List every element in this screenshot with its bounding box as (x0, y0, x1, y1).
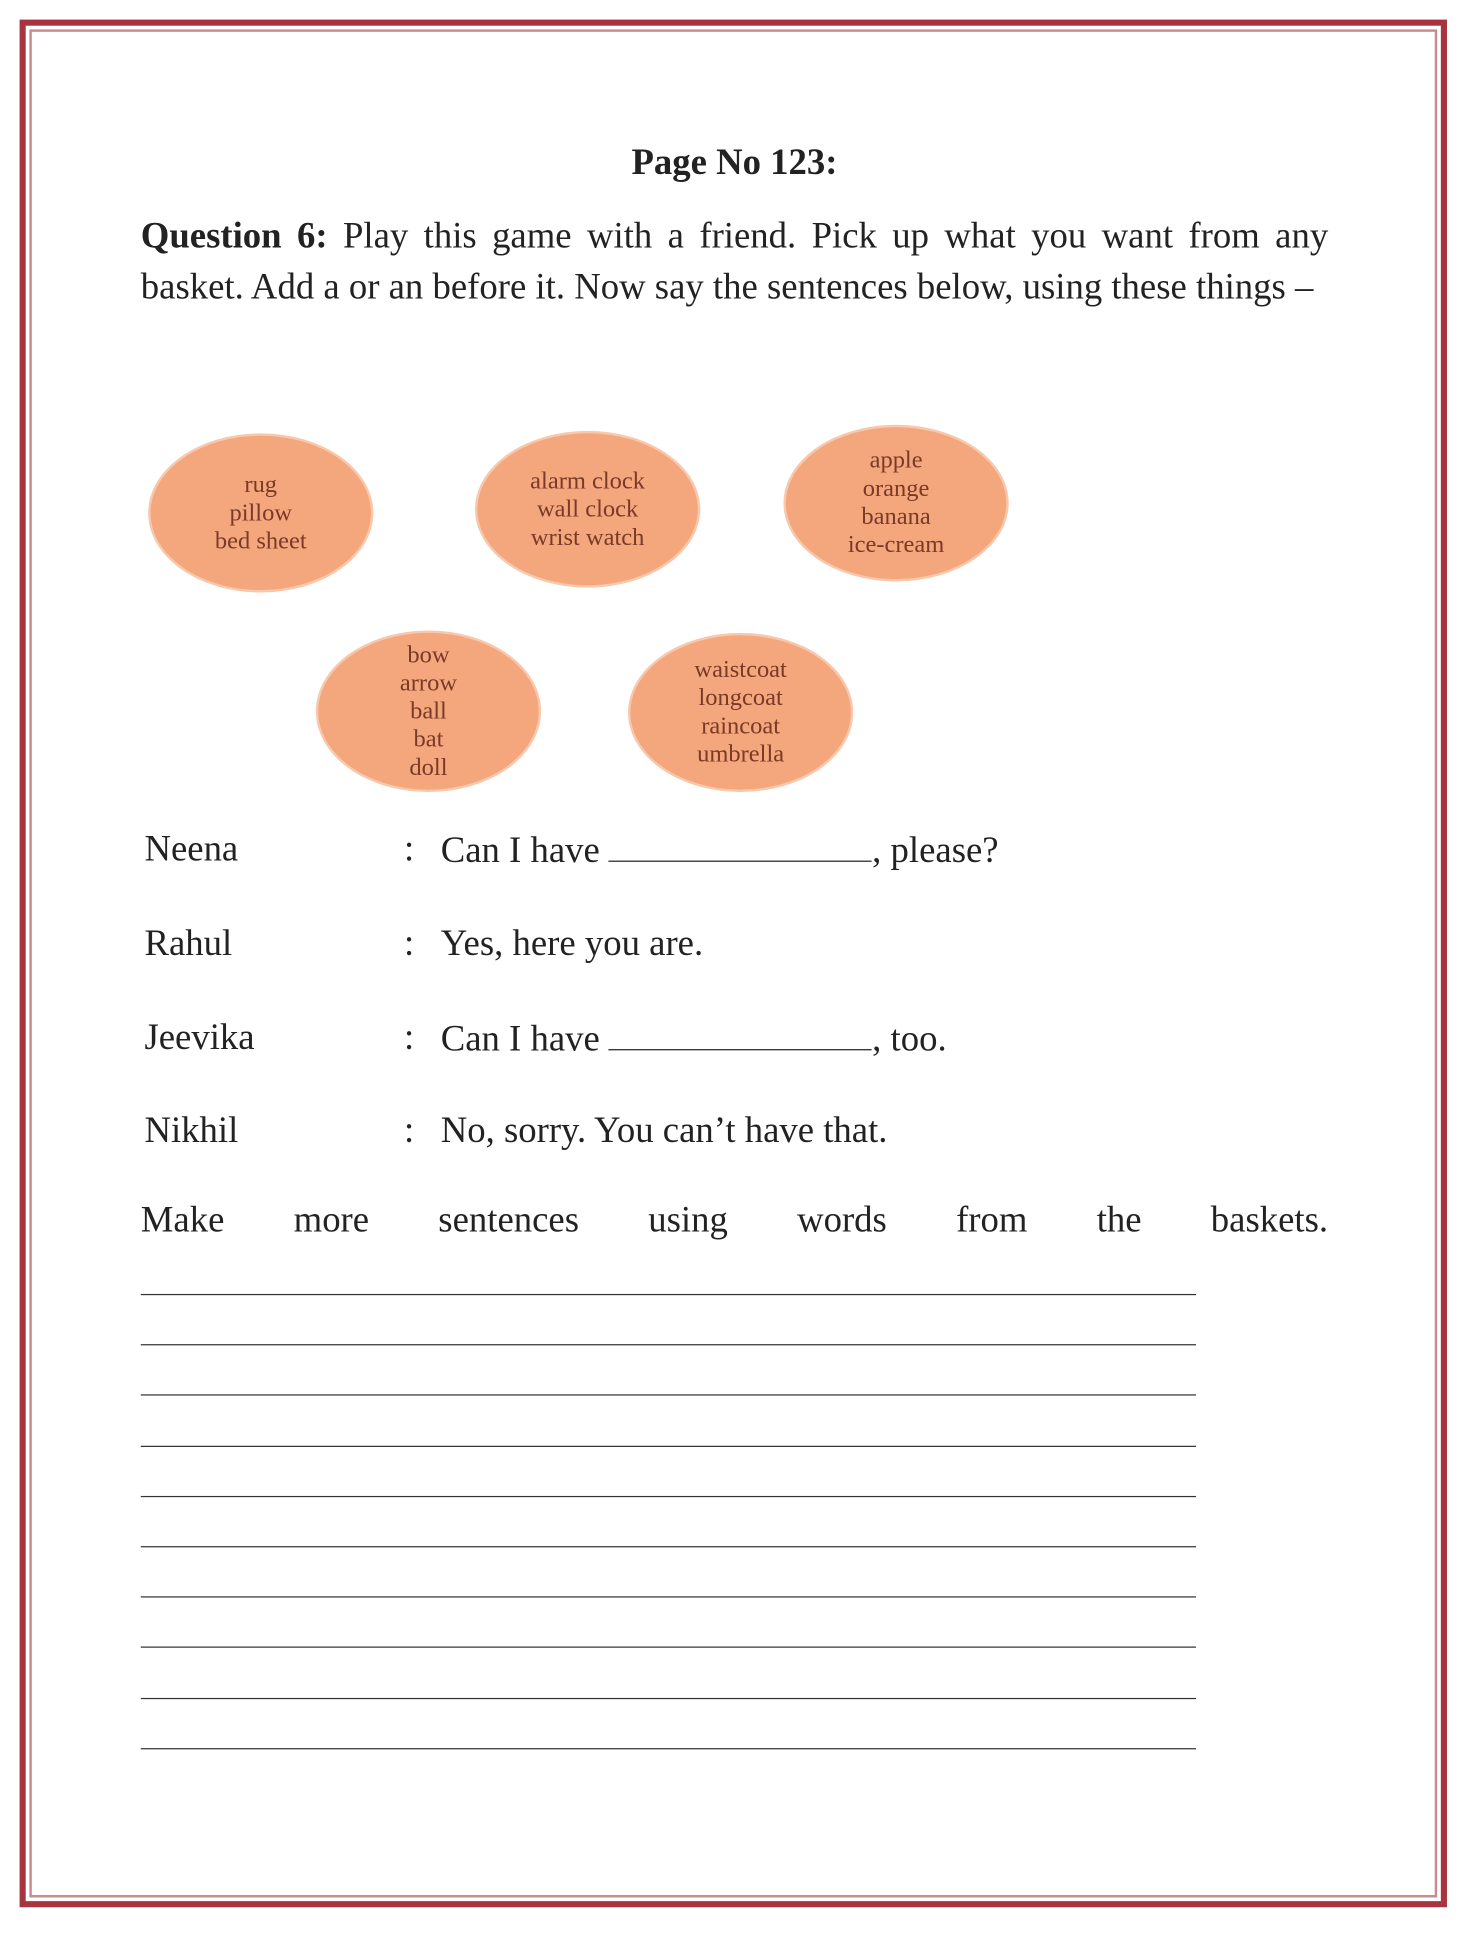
colon: : (403, 1017, 415, 1058)
colon: : (403, 828, 415, 870)
instruction-word: the (1096, 1199, 1142, 1241)
answer-line[interactable] (141, 1647, 1196, 1648)
dialogue-text (441, 1017, 947, 1060)
answer-line[interactable] (141, 1546, 1196, 1547)
colon: : (403, 1110, 415, 1151)
basket-item: wrist watch (530, 523, 645, 551)
instruction-word: baskets. (1210, 1199, 1329, 1241)
answer-line[interactable] (141, 1344, 1196, 1345)
basket-item: longcoat (698, 684, 783, 712)
instruction-word: from (956, 1199, 1028, 1241)
instruction-word: using (648, 1199, 728, 1241)
basket-1 (148, 433, 373, 592)
dialogue-before: Can I have (440, 1018, 609, 1059)
dialogue-before: No, sorry. You can’t have that. (440, 1110, 888, 1151)
dialogue-text (441, 923, 703, 965)
dialogue-after: , please? (872, 829, 999, 871)
instruction-word: sentences (438, 1199, 580, 1241)
basket-item: doll (409, 753, 448, 781)
basket-item: umbrella (697, 740, 785, 768)
question-text (141, 211, 1328, 314)
answer-line[interactable] (141, 1294, 1196, 1295)
dialogue-before: Can I have (440, 829, 609, 871)
basket-item: rug (244, 470, 278, 498)
basket-item: raincoat (701, 712, 781, 740)
basket-item: orange (862, 474, 930, 502)
question-label: Question 6: (140, 215, 328, 256)
fill-in-blank[interactable] (609, 829, 872, 862)
answer-line[interactable] (141, 1748, 1196, 1749)
basket-item: wall clock (536, 495, 639, 523)
instruction-word: words (797, 1199, 887, 1241)
basket-5 (628, 633, 853, 792)
dialogue-text (441, 1110, 888, 1152)
answer-line[interactable] (141, 1496, 1196, 1497)
speaker-name: Nikhil (144, 1110, 239, 1151)
basket-item: bed sheet (214, 527, 307, 554)
page-title: Page No 123: (631, 142, 838, 183)
dialogue-text (441, 829, 999, 872)
make-more-sentences-instruction (141, 1200, 1328, 1242)
answer-line[interactable] (141, 1445, 1196, 1446)
instruction-word: more (293, 1199, 370, 1241)
basket-item: alarm clock (530, 467, 646, 494)
speaker-name: Neena (144, 828, 239, 870)
answer-line[interactable] (141, 1697, 1196, 1698)
basket-2 (475, 431, 700, 588)
question-body: Play this game with a friend. Pick up what you want from any basket. Add a or an before it. Now say the sentences below, using these things – (140, 215, 1329, 308)
basket-item: ball (410, 697, 447, 725)
fill-in-blank[interactable] (609, 1017, 872, 1050)
basket-item: arrow (399, 669, 457, 696)
basket-item: bat (413, 725, 444, 753)
basket-4 (316, 630, 541, 792)
basket-item: pillow (229, 498, 293, 526)
answer-line[interactable] (141, 1395, 1196, 1396)
dialogue-after: , too. (872, 1018, 947, 1059)
speaker-name: Rahul (144, 923, 233, 964)
answer-line[interactable] (141, 1597, 1196, 1598)
basket-item: waistcoat (694, 656, 787, 684)
instruction-word: Make (140, 1199, 225, 1241)
basket-item: banana (861, 503, 931, 531)
speaker-name: Jeevika (144, 1017, 255, 1058)
dialogue-before: Yes, here you are. (440, 923, 704, 964)
basket-item: apple (869, 446, 923, 474)
colon: : (403, 923, 415, 964)
basket-item: ice-cream (847, 531, 945, 559)
basket-3 (783, 425, 1008, 582)
basket-item: bow (407, 640, 450, 668)
